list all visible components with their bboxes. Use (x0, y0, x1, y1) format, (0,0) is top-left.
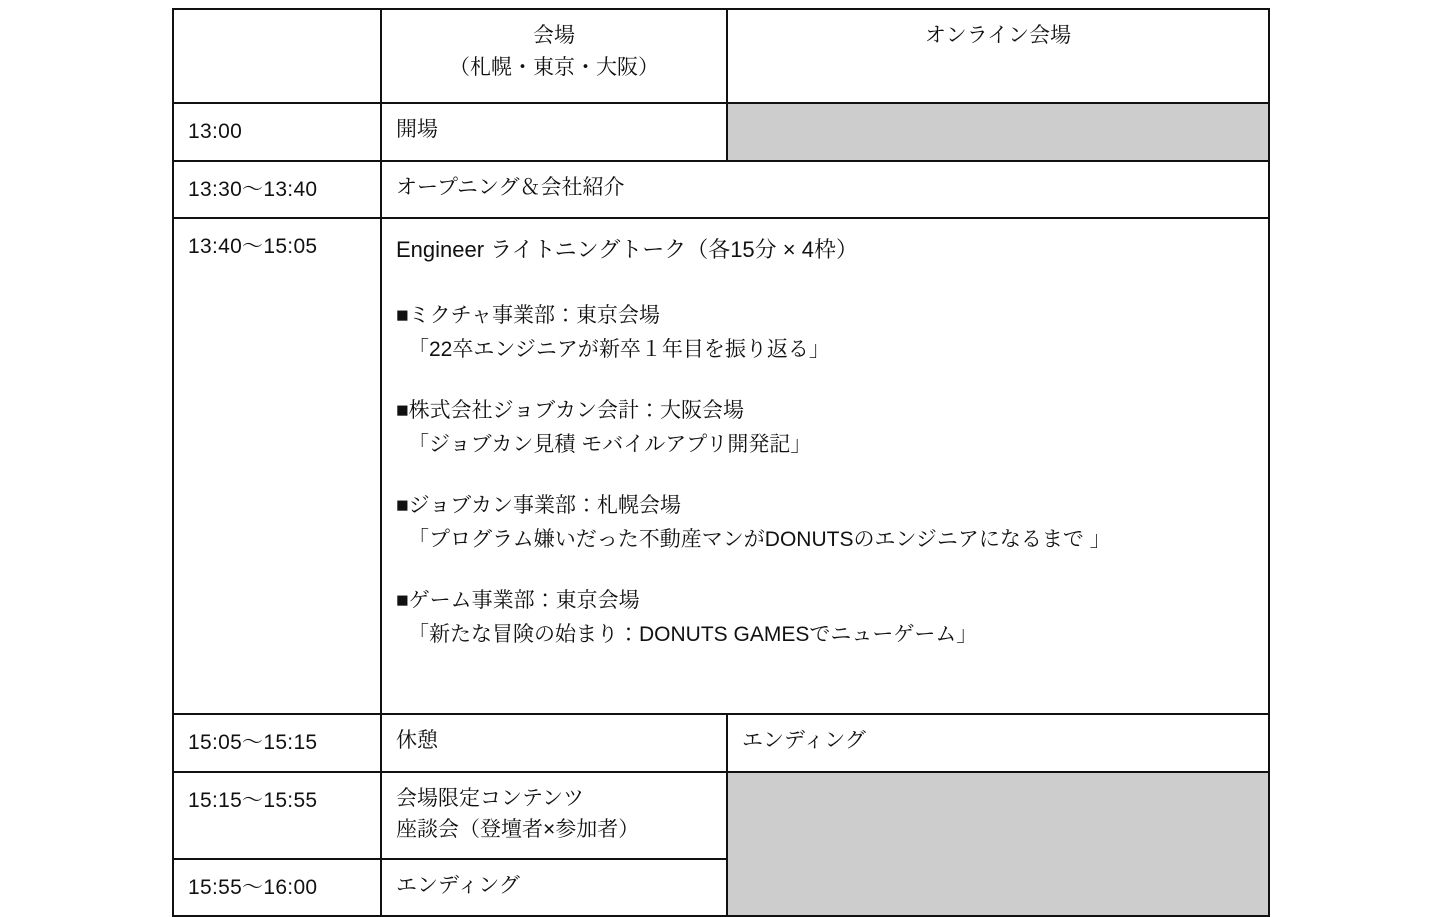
session-team: ■ジョブカン事業部：札幌会場 (396, 494, 682, 517)
lightning-talk-session (396, 585, 1254, 650)
row-time: 15:55〜16:00 (173, 859, 381, 917)
row-time: 13:30〜13:40 (173, 161, 381, 219)
session-team: ■株式会社ジョブカン会計：大阪会場 (396, 399, 745, 422)
lightning-talk-title: Engineer ライトニングトーク（各15分 × 4枠） (396, 237, 858, 262)
session-title: 「22卒エンジニアが新卒１年目を振り返る」 (408, 337, 830, 361)
lightning-talk-session (396, 300, 1254, 365)
row-online-shaded (727, 103, 1269, 161)
header-time-column (173, 9, 381, 103)
row-time: 15:05〜15:15 (173, 714, 381, 772)
row-venue-line2: 座談会（登壇者×参加者） (396, 818, 640, 841)
table-row (173, 103, 1269, 161)
table-row-lightning-talks (173, 218, 1269, 714)
session-team: ■ゲーム事業部：東京会場 (396, 589, 640, 612)
table-header (173, 9, 1269, 103)
lightning-talk-session (396, 395, 1254, 460)
row-online: エンディング (727, 714, 1269, 772)
table-row (173, 772, 1269, 859)
row-venue-line1: 会場限定コンテンツ (396, 786, 584, 810)
session-team: ■ミクチャ事業部：東京会場 (396, 304, 661, 327)
row-venue: 開場 (381, 103, 727, 161)
row-time: 13:00 (173, 103, 381, 161)
row-venue: エンディング (381, 859, 727, 917)
header-venue-column (381, 9, 727, 103)
session-title: 「ジョブカン見積 モバイルアプリ開発記」 (408, 432, 812, 456)
row-time: 15:15〜15:55 (173, 772, 381, 859)
header-venue-line2: （札幌・東京・大阪） (449, 55, 659, 79)
session-title: 「新たな冒険の始まり：DONUTS GAMESでニューゲーム」 (408, 622, 978, 646)
lightning-talk-session (396, 490, 1254, 555)
row-venue (381, 772, 727, 859)
session-title: 「プログラム嫌いだった不動産マンがDONUTSのエンジニアになるまで 」 (408, 527, 1111, 551)
row-time: 13:40〜15:05 (173, 218, 381, 714)
table-row (173, 161, 1269, 219)
event-schedule-table (172, 8, 1270, 917)
row-venue: 休憩 (381, 714, 727, 772)
row-venue-online-merged: オープニング＆会社紹介 (381, 161, 1269, 219)
row-online-shaded (727, 772, 1269, 917)
header-online-column: オンライン会場 (727, 9, 1269, 103)
table-row (173, 714, 1269, 772)
row-lightning-talk-content (381, 218, 1269, 714)
header-venue-line1: 会場 (533, 24, 575, 47)
table-header-row (173, 9, 1269, 103)
table-body (173, 103, 1269, 916)
